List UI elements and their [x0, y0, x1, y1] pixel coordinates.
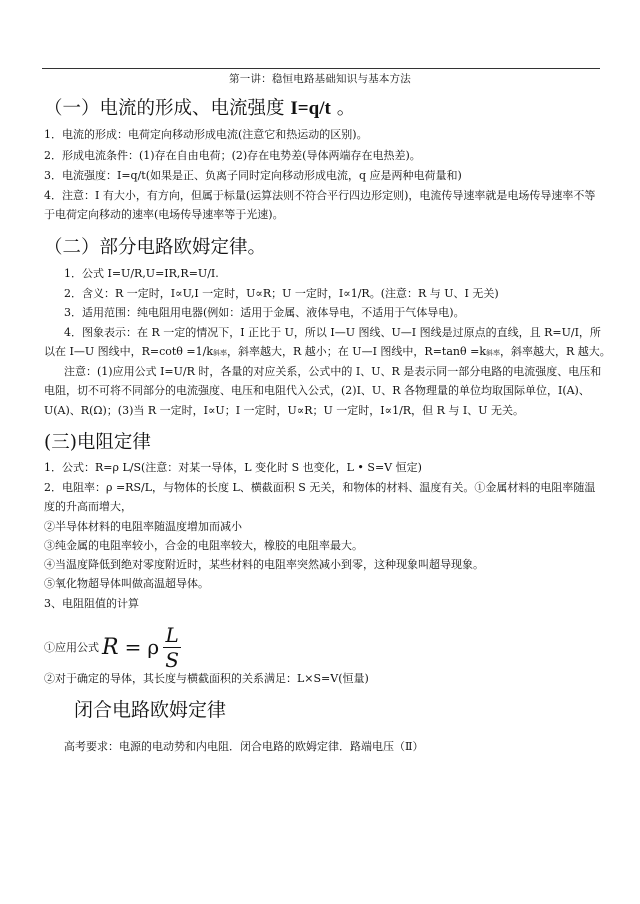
section-4-title: 闭合电路欧姆定律 [74, 699, 227, 721]
s1-item-4: 4．注意：I 有大小，有方向，但属于标量(运算法则不符合平行四边形定则)，电流传导速率就是电场传导速率不等 [44, 189, 596, 202]
s2-line5-sub1: 斜率 [213, 349, 228, 357]
s3-item-5: ④当温度降低到绝对零度附近时，某些材料的电阻率突然减小到零，这种现象叫超导现象。 [44, 558, 484, 571]
section-2-title: （二）部分电路欧姆定律。 [44, 237, 267, 258]
s3-item-6: ⑤氧化物超导体叫做高温超导体。 [44, 577, 209, 590]
s1-item-2: 2．形成电流条件：(1)存在自由电荷；(2)存在电势差(导体两端存在电热差)。 [44, 149, 421, 162]
s2-note-2: 电阻，切不可将不同部分的电流强度、电压和电阻代入公式，(2)I、U、R 各物理量的单位均取国际单位，I(A)、 [44, 384, 590, 397]
formula-denominator: S [165, 647, 179, 672]
s2-line5-a: 以在 I—U 图线中，R=cotθ =1/k [44, 345, 214, 358]
s3-last: ②对于确定的导体，其长度与横截面积的关系满足：L×S=V(恒量) [44, 672, 369, 685]
formula-lhs: R [102, 634, 119, 660]
formula-lead: ①应用公式 [44, 641, 99, 654]
section-1-title [44, 94, 355, 120]
s2-line5-c: ，斜率越大，R 越大。 [499, 345, 611, 358]
s1-item-4-cont: 于电荷定向移动的速率(电场传导速率等于光速)。 [44, 208, 284, 221]
s2-item-4-cont [44, 342, 611, 363]
section-1-title-text: （一）电流的形成、电流强度 [44, 98, 285, 119]
s1-item-3: 3．电流强度：I=q/t(如果是正、负离子同时定向移动形成电流，q 应是两种电荷量和) [44, 169, 462, 182]
section-1-title-suffix: 。 [336, 98, 356, 119]
s2-item-2: 2．含义：R 一定时，I∝U,I 一定时，U∝R；U 一定时，I∝1/R。(注意：R 与 U、I 无关) [64, 287, 499, 300]
s2-item-3: 3．适用范围：纯电阻用电器(例如：适用于金属、液体导电，不适用于气体导电)。 [64, 306, 465, 319]
page-header: 第一讲：稳恒电路基础知识与基本方法 [229, 73, 411, 85]
s2-item-4: 4．图象表示：在 R 一定的情况下，I 正比于 U，所以 I—U 图线、U—I 图线是过原点的直线，且 R=U/I，所 [64, 326, 601, 339]
s3-item-2-cont: 度的升高而增大， [44, 500, 132, 513]
formula-rho: ρ [147, 635, 160, 659]
s4-requirement: 高考要求：电源的电动势和内电阻．闭合电路的欧姆定律．路端电压（Ⅱ） [64, 740, 424, 753]
s2-item-1: 1．公式 I=U/R,U=IR,R=U/I. [64, 267, 219, 280]
s3-item-4: ③纯金属的电阻率较小，合金的电阻率较大，橡胶的电阻率最大。 [44, 539, 363, 552]
formula-numerator: L [165, 622, 179, 647]
section-3-title: (三)电阻定律 [44, 432, 151, 453]
s2-line5-b: ，斜率越大，R 越小；在 U—I 图线中，R=tanθ =k [227, 345, 486, 358]
s2-note-3: U(A)、R(Ω)；(3)当 R 一定时，I∝U；I 一定时，U∝R；U 一定时，I∝1/R，但 R 与 I、U 无关。 [44, 404, 524, 417]
formula-equals: = [124, 635, 142, 659]
section-1-title-formula: I=q/t [290, 98, 331, 119]
s3-item-3: ②半导体材料的电阻率随温度增加而减小 [44, 520, 242, 533]
header-rule [42, 68, 600, 69]
s1-item-1: 1．电流的形成：电荷定向移动形成电流(注意它和热运动的区别)。 [44, 128, 368, 141]
s3-item-1: 1．公式：R=ρ L/S(注意：对某一导体，L 变化时 S 也变化，L • S=V 恒定) [44, 461, 422, 474]
resistance-formula [44, 622, 181, 672]
formula-fraction [163, 624, 181, 671]
s2-note-1: 注意：(1)应用公式 I=U/R 时，各量的对应关系，公式中的 I、U、R 是表示同一部分电路的电流强度、电压和 [64, 365, 602, 378]
s3-item-7: 3、电阻阻值的计算 [44, 597, 139, 610]
s2-line5-sub2: 斜率 [485, 349, 500, 357]
s3-item-2: 2．电阻率：ρ =RS/L，与物体的长度 L、横截面积 S 无关，和物体的材料、温度有关。①金属材料的电阻率随温 [44, 481, 596, 494]
